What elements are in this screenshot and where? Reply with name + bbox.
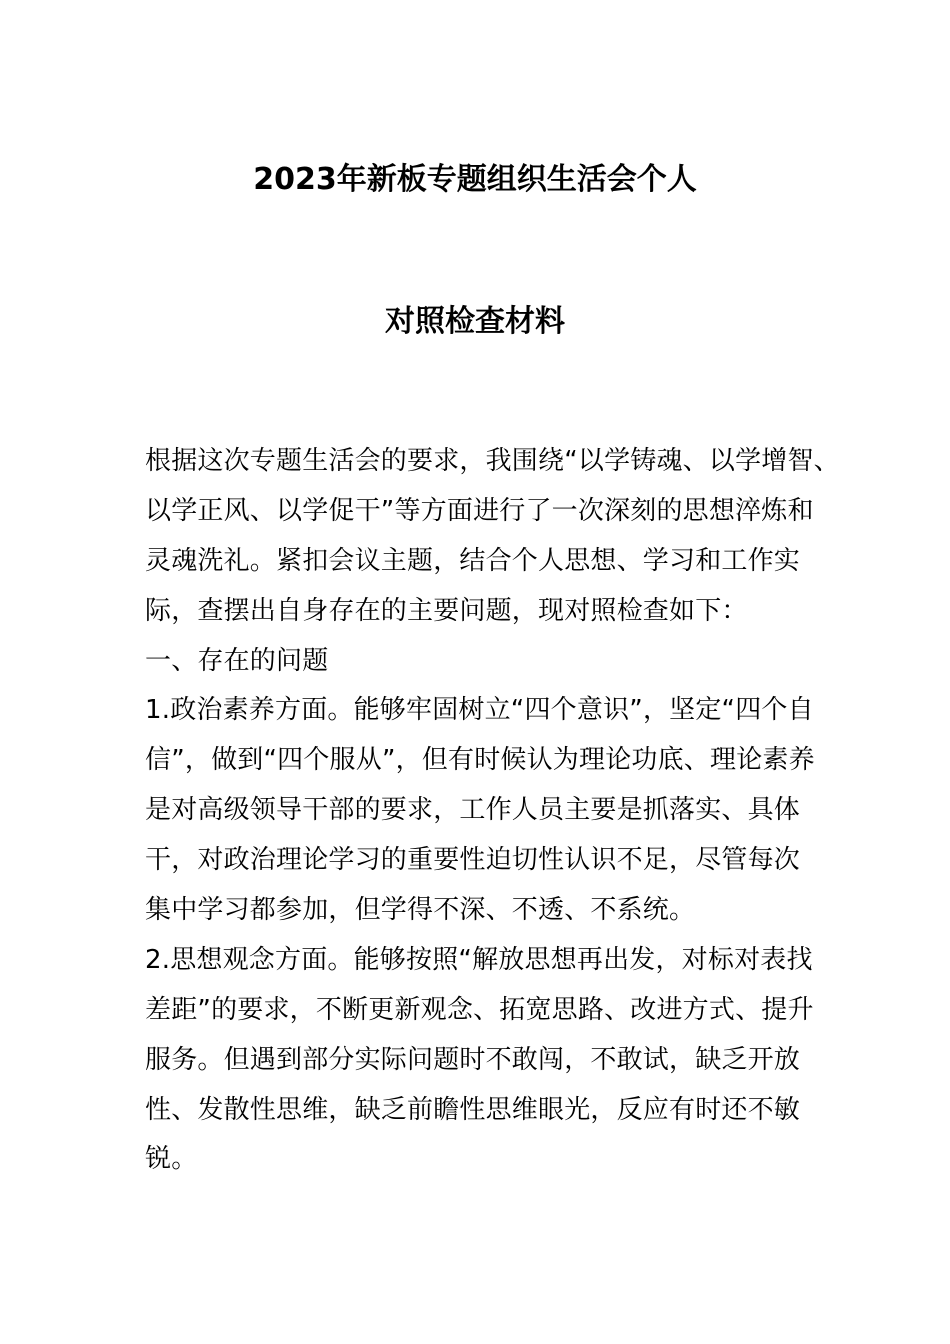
- body-line: 灵魂洗礼。紧扣会议主题，结合个人思想、学习和工作实: [145, 545, 801, 576]
- body-line: 干，对政治理论学习的重要性迫切性认识不足，尽管每次: [145, 845, 801, 876]
- body-line: 是对高级领导干部的要求，工作人员主要是抓落实、具体: [145, 795, 801, 826]
- body-line: 际，查摆出自身存在的主要问题，现对照检查如下：: [145, 595, 748, 626]
- body-line: 差距”的要求，不断更新观念、拓宽思路、改进方式、提升: [145, 994, 814, 1025]
- body-line: 集中学习都参加，但学得不深、不透、不系统。: [145, 895, 696, 926]
- body-line: 锐。: [145, 1144, 198, 1175]
- body-line: 2.思想观念方面。能够按照“解放思想再出发，对标对表找: [145, 944, 813, 975]
- body-line: 1.政治素养方面。能够牢固树立“四个意识”，坚定“四个自: [145, 695, 814, 726]
- body-line: 以学正风、以学促干”等方面进行了一次深刻的思想淬炼和: [145, 495, 814, 526]
- document-body: [145, 437, 840, 1185]
- document-title-line-2: 对照检查材料: [385, 304, 565, 339]
- body-line: 服务。但遇到部分实际问题时不敢闯，不敢试，缺乏开放: [145, 1044, 801, 1075]
- body-line: 根据这次专题生活会的要求，我围绕“以学铸魂、以学增智、: [145, 446, 840, 476]
- document-title-line-1: 2023年新板专题组织生活会个人: [253, 162, 697, 197]
- section-heading: 一、存在的问题: [145, 645, 329, 676]
- body-line: 信”，做到“四个服从”，但有时候认为理论功底、理论素养: [145, 745, 815, 776]
- body-line: 性、发散性思维，缺乏前瞻性思维眼光，反应有时还不敏: [145, 1094, 801, 1125]
